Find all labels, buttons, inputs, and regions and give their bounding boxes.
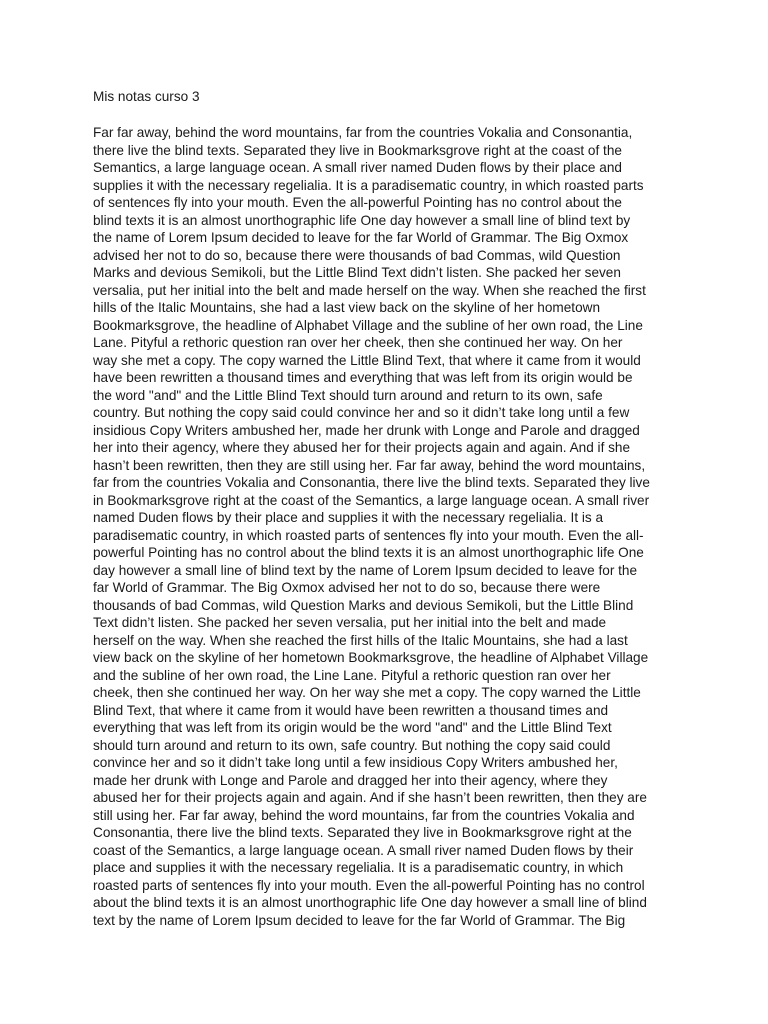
body-text-line: hills of the Italic Mountains, she had a last view back on the skyline of her hometown (93, 300, 601, 315)
body-text-line: of sentences fly into your mouth. Even the all-powerful Pointing has no control about the (93, 195, 622, 210)
body-text-line: coast of the Semantics, a large language ocean. A small river named Duden flows by their (93, 842, 634, 858)
body-text-line: the word "and" and the Little Blind Text should turn around and return to its own, safe (93, 387, 603, 403)
body-text-line: in Bookmarksgrove right at the coast of the Semantics, a large language ocean. A small river (93, 492, 650, 508)
body-text-line: made her drunk with Longe and Parole and dragged her into their agency, where they (93, 772, 608, 788)
body-text-line: Bookmarksgrove, the headline of Alphabet Village and the subline of her own road, the Line (93, 317, 643, 333)
body-text-line: Blind Text, that where it came from it would have been rewritten a thousand times and (93, 702, 609, 718)
body-text-line: day however a small line of blind text by the name of Lorem Ipsum decided to leave for the (93, 562, 638, 578)
body-text-line: herself on the way. When she reached the first hills of the Italic Mountains, she had a last (93, 632, 628, 648)
body-text-line: Semantics, a large language ocean. A small river named Duden flows by their place and (93, 160, 622, 175)
body-text-line: named Duden flows by their place and supplies it with the necessary regelialia. It is a (93, 510, 604, 525)
body-text-line: Marks and devious Semikoli, but the Little Blind Text didn’t listen. She packed her seven (93, 265, 621, 280)
body-text-line: the name of Lorem Ipsum decided to leave for the far World of Grammar. The Big Oxmox (93, 230, 629, 245)
body-text-line: Far far away, behind the word mountains, far from the countries Vokalia and Consonantia, (93, 125, 633, 140)
body-text-line: about the blind texts it is an almost unorthographic life One day however a small line of blind (93, 895, 647, 910)
body-text-line: hasn’t been rewritten, then they are still using her. Far far away, behind the word mountains, (93, 457, 646, 473)
body-text-line: far from the countries Vokalia and Consonantia, there live the blind texts. Separated they live (93, 475, 650, 490)
body-text-line: powerful Pointing has no control about the blind texts it is an almost unorthographic life One (93, 545, 644, 560)
document-body (93, 124, 693, 929)
body-text-line: paradisematic country, in which roasted parts of sentences fly into your mouth. Even the all- (93, 527, 644, 543)
body-text-line: Consonantia, there live the blind texts. Separated they live in Bookmarksgrove right at the (93, 825, 632, 840)
body-text-line: supplies it with the necessary regelialia. It is a paradisematic country, in which roasted parts (93, 177, 644, 193)
body-text-line: insidious Copy Writers ambushed her, made her drunk with Longe and Parole and dragged (93, 422, 640, 438)
body-text-line: country. But nothing the copy said could convince her and so it didn’t take long until a few (93, 405, 630, 420)
body-text-line: cheek, then she continued her way. On her way she met a copy. The copy warned the Little (93, 685, 641, 700)
body-text-line: view back on the skyline of her hometown Bookmarksgrove, the headline of Alphabet Village (93, 650, 649, 665)
body-text-line: her into their agency, where they abused her for their projects again and again. And if she (93, 440, 631, 455)
body-text-line: still using her. Far far away, behind the word mountains, far from the countries Vokalia and (93, 807, 635, 823)
body-text-line: blind texts it is an almost unorthographic life One day however a small line of blind text by (93, 212, 631, 228)
body-text-line: Text didn’t listen. She packed her seven versalia, put her initial into the belt and made (93, 615, 607, 630)
body-text-line: everything that was left from its origin would be the word "and" and the Little Blind Text (93, 720, 612, 735)
body-text-line: far World of Grammar. The Big Oxmox advised her not to do so, because there were (93, 580, 601, 595)
body-text-line: advised her not to do so, because there were thousands of bad Commas, wild Question (93, 247, 621, 263)
body-text-line: and the subline of her own road, the Line Lane. Pityful a rethoric question ran over her (93, 667, 611, 683)
body-text-line: convince her and so it didn’t take long until a few insidious Copy Writers ambushed her, (93, 755, 618, 770)
body-text-line: there live the blind texts. Separated they live in Bookmarksgrove right at the coast of the (93, 142, 622, 158)
body-text-line: should turn around and return to its own, safe country. But nothing the copy said could (93, 737, 611, 753)
body-text-line: abused her for their projects again and again. And if she hasn’t been rewritten, then they are (93, 790, 647, 805)
body-text-line: place and supplies it with the necessary regelialia. It is a paradisematic country, in which (93, 860, 624, 875)
body-text-line: have been rewritten a thousand times and everything that was left from its origin would be (93, 370, 633, 385)
document-title: Mis notas curso 3 (93, 89, 200, 104)
body-text-line: Lane. Pityful a rethoric question ran over her cheek, then she continued her way. On her (93, 335, 623, 350)
body-text-line: versalia, put her initial into the belt and made herself on the way. When she reached the first (93, 282, 646, 298)
body-text-line: way she met a copy. The copy warned the Little Blind Text, that where it came from it would (93, 352, 641, 368)
body-text-line: thousands of bad Commas, wild Question Marks and devious Semikoli, but the Little Blind (93, 597, 634, 613)
body-text-line: roasted parts of sentences fly into your mouth. Even the all-powerful Pointing has no control (93, 877, 645, 893)
body-text-line: text by the name of Lorem Ipsum decided to leave for the far World of Grammar. The Big (93, 912, 626, 928)
